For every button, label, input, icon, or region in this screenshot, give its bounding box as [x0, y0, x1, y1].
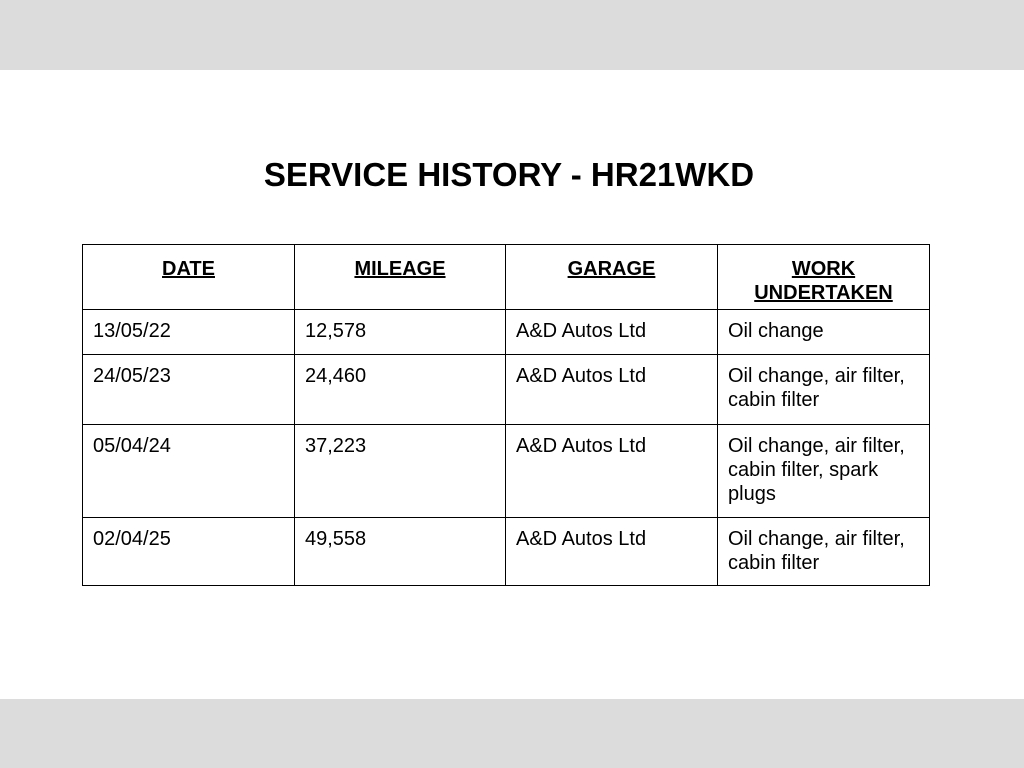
document-page [0, 70, 1024, 699]
cell-date: 24/05/23 [83, 355, 295, 425]
cell-garage: A&D Autos Ltd [506, 518, 718, 586]
cell-garage: A&D Autos Ltd [506, 310, 718, 355]
cell-garage: A&D Autos Ltd [506, 355, 718, 425]
table-header-row [83, 245, 930, 310]
column-header-date: DATE [83, 245, 295, 310]
cell-date: 05/04/24 [83, 425, 295, 518]
cell-garage: A&D Autos Ltd [506, 425, 718, 518]
cell-mileage: 49,558 [295, 518, 506, 586]
cell-date: 13/05/22 [83, 310, 295, 355]
cell-mileage: 12,578 [295, 310, 506, 355]
column-header-work-undertaken: WORK UNDERTAKEN [718, 245, 930, 310]
service-history-table [82, 244, 930, 586]
cell-work-undertaken: Oil change, air filter, cabin filter [718, 518, 930, 586]
table-row [83, 355, 930, 425]
column-header-mileage: MILEAGE [295, 245, 506, 310]
table-row [83, 518, 930, 586]
cell-work-undertaken: Oil change, air filter, cabin filter [718, 355, 930, 425]
cell-date: 02/04/25 [83, 518, 295, 586]
table-row [83, 425, 930, 518]
cell-work-undertaken: Oil change [718, 310, 930, 355]
table-row [83, 310, 930, 355]
page-title: SERVICE HISTORY - HR21WKD [263, 156, 755, 193]
column-header-garage: GARAGE [506, 245, 718, 310]
cell-mileage: 24,460 [295, 355, 506, 425]
cell-mileage: 37,223 [295, 425, 506, 518]
cell-work-undertaken: Oil change, air filter, cabin filter, spark plugs [718, 425, 930, 518]
